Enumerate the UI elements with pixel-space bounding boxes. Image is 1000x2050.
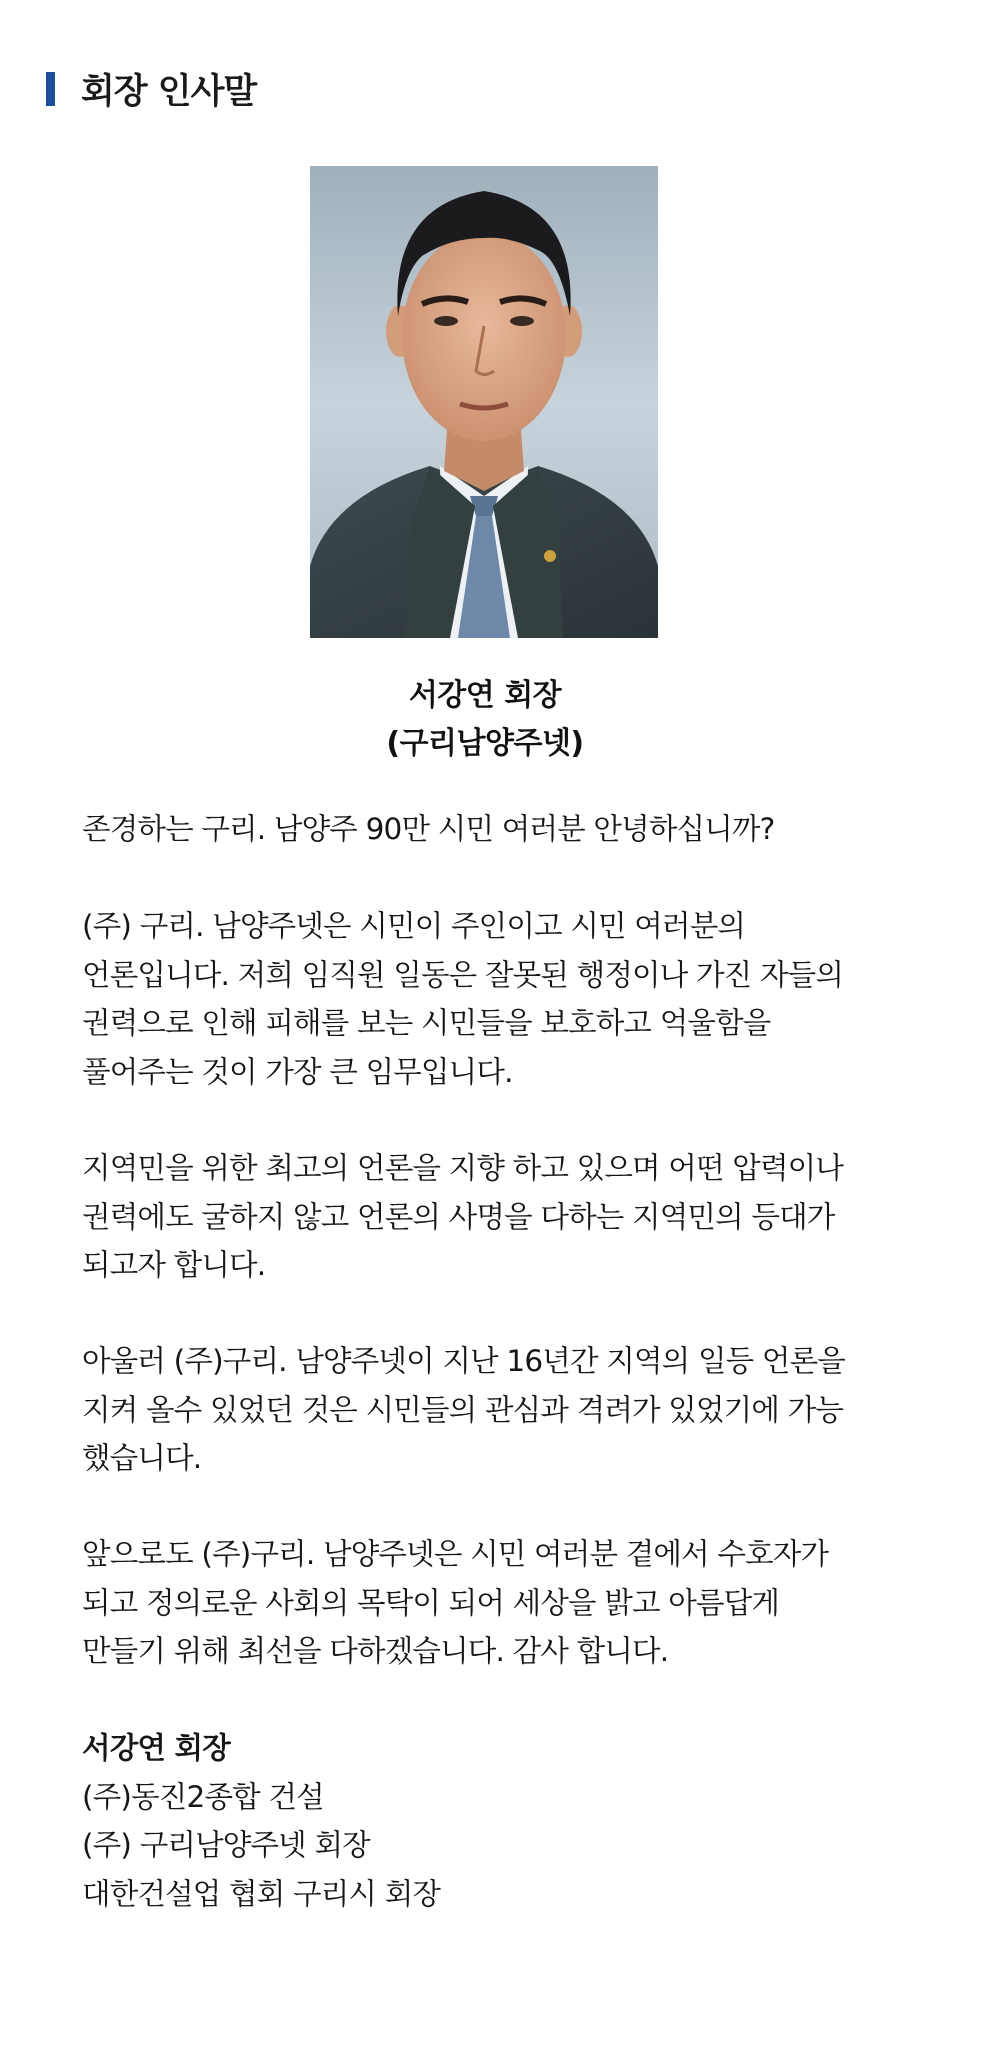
paragraph-line: 권력에도 굴하지 않고 언론의 사명을 다하는 지역민의 등대가 — [82, 1199, 835, 1234]
chairman-portrait — [310, 166, 658, 638]
paragraph-line: 언론입니다. 저희 임직원 일동은 잘못된 행정이나 가진 자들의 — [82, 957, 844, 992]
paragraph-line: 만들기 위해 최선을 다하겠습니다. 감사 합니다. — [82, 1634, 669, 1668]
page-title: 회장 인사말 — [81, 72, 257, 112]
signature-title: 대한건설업 협회 구리시 회장 — [82, 1876, 441, 1911]
paragraph-3 — [82, 1337, 982, 1483]
greeting-text — [82, 805, 982, 854]
paragraph-1 — [82, 902, 982, 1096]
paragraph-line: 아울러 (주)구리. 남양주넷이 지난 16년간 지역의 일등 언론을 — [82, 1344, 846, 1378]
paragraph-line: 지켜 올수 있었던 것은 시민들의 관심과 격려가 있었기에 가능 — [82, 1392, 844, 1427]
greeting-line: 존경하는 구리. 남양주 90만 시민 여러분 안녕하십니까? — [82, 812, 775, 846]
signature-title: (주)동진2종합 건설 — [82, 1779, 324, 1814]
signature-title: (주) 구리남양주넷 회장 — [82, 1828, 370, 1862]
section-heading — [46, 64, 256, 114]
heading-accent-bar — [46, 72, 55, 106]
paragraph-line: 지역민을 위한 최고의 언론을 지향 하고 있으며 어떤 압력이나 — [82, 1151, 844, 1185]
signature-block — [82, 1724, 982, 1918]
paragraph-line: 앞으로도 (주)구리. 남양주넷은 시민 여러분 곁에서 수호자가 — [82, 1537, 829, 1571]
paragraph-line: 풀어주는 것이 가장 큰 임무입니다. — [82, 1054, 513, 1089]
paragraph-2 — [82, 1144, 982, 1290]
paragraph-line: (주) 구리. 남양주넷은 시민이 주인이고 시민 여러분의 — [82, 909, 746, 943]
portrait-caption-name: 서강연 회장 — [408, 678, 562, 713]
paragraph-line: 되고 정의로운 사회의 목탁이 되어 세상을 밝고 아름답게 — [82, 1585, 780, 1620]
paragraph-line: 되고자 합니다. — [82, 1248, 266, 1282]
signature-name: 서강연 회장 — [82, 1731, 230, 1765]
paragraph-line: 권력으로 인해 피해를 보는 시민들을 보호하고 억울함을 — [82, 1006, 771, 1040]
portrait-caption-org: (구리남양주넷) — [386, 726, 584, 761]
paragraph-4 — [82, 1530, 982, 1676]
paragraph-line: 했습니다. — [82, 1441, 202, 1475]
